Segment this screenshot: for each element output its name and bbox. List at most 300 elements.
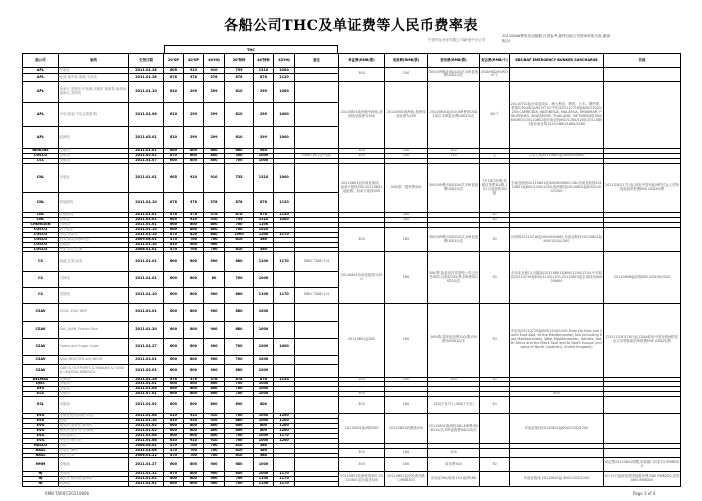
cell-thc-40hq: 910 [204, 68, 225, 74]
cell-thc-40gp: 800 [184, 482, 204, 487]
cell-ebs-surcharge: 东南亚航线 20110801起 600/1200/1200 [510, 472, 604, 487]
cell-remark [295, 321, 339, 338]
cell-thc-40hq: 378 [204, 213, 225, 218]
cell-amendment-fee: 180 [428, 377, 480, 382]
cell-thc-40gp: 299 [184, 103, 204, 127]
cell-route: 全航线 [59, 382, 129, 387]
cell-remark [295, 458, 339, 472]
cell-thc-40gp: 800 [184, 223, 204, 228]
cell-amendment-fee: 20110801欧洲线180,EIR费用USD10/次,EIR更改费USD10/次 [428, 414, 480, 443]
cell-thc-40-special: 380 [254, 448, 274, 453]
cell-thc-20gp: 600 [164, 458, 184, 472]
cell-thc-40-special: 1000 [254, 356, 274, 365]
cell-route: 全航线 [59, 458, 129, 472]
cell-effective-date: 2011.01.01 [129, 164, 164, 193]
table-row [23, 164, 681, 193]
cell-remark [295, 397, 339, 414]
cell-carrier: CS [23, 287, 59, 303]
cell-thc-45hq: 1200 [274, 438, 295, 443]
cell-telex-release-fee: 20110801欧洲线250 [385, 414, 428, 443]
cell-thc-20gp: 600 [164, 477, 184, 482]
cell-effective-date: 2011.01.10 [129, 287, 164, 303]
cell-remark [295, 126, 339, 148]
cell-thc-45hq [274, 321, 295, 338]
cell-carrier: DJSC [23, 382, 59, 387]
header-ebs-surcharge: EBS/BAF EMERGENCY BUNKER SURCHARGE [510, 54, 604, 68]
cell-carrier: COSCO [23, 242, 59, 247]
cell-seal-fee: 40 [480, 397, 510, 414]
cell-thc-20gp: 470 [164, 448, 184, 453]
cell-effective-date: 2011.01.10 [129, 419, 164, 424]
cell-thc-40hq: 800 [204, 433, 225, 438]
cell-seal-fee [480, 414, 510, 443]
cell-thc-20-special: 700 [225, 223, 254, 228]
cell-carrier: HASL [23, 453, 59, 458]
cell-telex-release-fee: 300/第二提单费300 [385, 164, 428, 213]
cell-thc-40-special: 1000 [254, 364, 274, 377]
cell-route: 沪上地区 [59, 227, 129, 232]
cell-remark [295, 303, 339, 321]
cell-seal-fee: 无 [480, 154, 510, 159]
cell-thc-40-special: 1000 [254, 414, 274, 419]
cell-thc-40gp: 800 [184, 356, 204, 365]
cell-effective-date: 2011.05.01 [129, 126, 164, 148]
cell-amendment-fee: 改单费300 [428, 458, 480, 472]
cell-thc-20gp: 600 [164, 252, 184, 271]
cell-thc-20-special: 810 [225, 453, 254, 458]
cell-remark [295, 192, 339, 212]
cell-amendment-fee: 300/票,如更改内容需船公司已经签单的,另收取200/票,EIR费用USD10/次 [428, 252, 480, 303]
cell-thc-40-special: 1000 [254, 159, 274, 164]
cell-thc-40hq: 299 [204, 81, 225, 102]
cell-other: 8月15日起收取美国线舱单费,ENS RMB200,美国AMS RMB300 [604, 472, 681, 487]
cell-thc-20gp: 870 [164, 154, 184, 159]
cell-thc-20-special: 300 [225, 154, 254, 159]
cell-thc-40-special: 1000 [254, 382, 274, 387]
cell-thc-40hq: 80 [204, 271, 225, 287]
cell-route: 台湾 [59, 443, 129, 448]
cell-thc-20gp: 610 [164, 81, 184, 102]
cell-thc-20-special: 600 [225, 424, 254, 429]
header-route: 航线 [59, 54, 129, 68]
cell-effective-date: 2011.01.08 [129, 387, 164, 392]
cell-thc-40-special: 1000 [254, 154, 274, 159]
cell-route: 欧洲线 [59, 482, 129, 487]
cell-carrier: APL [23, 81, 59, 102]
cell-remark [295, 271, 339, 287]
cell-route: 南美东,南非,东非,澳洲 [59, 429, 129, 434]
cell-thc-40hq: 900 [204, 472, 225, 477]
cell-thc-40hq: 700 [204, 443, 225, 448]
cell-thc-20gp: 605 [164, 218, 184, 223]
cell-telex-release-fee: 180 [385, 227, 428, 252]
cell-thc-20gp: 600 [164, 271, 184, 287]
cell-thc-40-special: 1000 [254, 458, 274, 472]
cell-thc-20gp: 600 [164, 397, 184, 414]
cell-thc-20-special: 700 [225, 159, 254, 164]
cell-effective-date: 2011.01.01 [129, 482, 164, 487]
cell-route: 东南亚 [59, 68, 129, 74]
cell-route: 东南亚 [59, 218, 129, 223]
cell-thc-20-special: 600 [225, 397, 254, 414]
cell-route: 中东,印巴,红海 [59, 247, 129, 252]
cell-thc-45hq [274, 356, 295, 365]
cell-route: 南美西,加勒比,墨西哥 [59, 424, 129, 429]
cell-thc-40-special: 1000 [254, 271, 274, 287]
cell-thc-40gp: 910 [184, 419, 204, 424]
cell-thc-40gp: 299 [184, 126, 204, 148]
cell-thc-40gp: 800 [184, 159, 204, 164]
cell-effective-date: 2011.01.02 [129, 424, 164, 429]
header-effective-date: 生效日期 [129, 54, 164, 68]
cell-route: 日韩线 [59, 223, 129, 228]
cell-thc-45hq: 1200 [274, 424, 295, 429]
cell-thc-45hq [274, 303, 295, 321]
cell-ebs-surcharge [510, 458, 604, 472]
cell-thc-45hq: 1170 [274, 433, 295, 438]
cell-thc-40hq: 910 [204, 438, 225, 443]
cell-thc-40hq: 800 [204, 232, 225, 237]
cell-thc-40hq: 800 [204, 154, 225, 159]
cell-thc-20gp: 470 [164, 443, 184, 448]
cell-thc-45hq: 1000 [274, 126, 295, 148]
cell-thc-45hq: 1170 [274, 252, 295, 271]
cell-route: 南美东,南美西,墨西哥 [59, 477, 129, 482]
cell-effective-date: 2011.01.20 [129, 321, 164, 338]
cell-thc-40gp: 800 [184, 424, 204, 429]
thc-group-header: THC [164, 45, 338, 53]
cell-thc-45hq: 1170 [274, 477, 295, 482]
cell-thc-40hq: 900 [204, 287, 225, 303]
cell-thc-40hq: 900 [204, 252, 225, 271]
cell-thc-40hq: 800 [204, 223, 225, 228]
cell-thc-20gp: 470 [164, 237, 184, 242]
cell-thc-40gp: 800 [184, 252, 204, 271]
cell-seal-fee: 30 [480, 377, 510, 382]
cell-route: 欧地,北美,南美 [59, 252, 129, 271]
cell-thc-45hq: 1200 [274, 414, 295, 419]
cell-route: 欧洲线 [59, 126, 129, 148]
cell-thc-40-special: 380 [254, 247, 274, 252]
cell-thc-20gp: 605 [164, 164, 184, 193]
cell-amendment-fee: 150(不足7日),300(7天后) [428, 397, 480, 414]
cell-thc-20-special: 878 [225, 377, 254, 382]
cell-seal-fee: 30 [480, 458, 510, 472]
cell-thc-20-special: 700 [225, 438, 254, 443]
cell-thc-45hq: 1120 [274, 192, 295, 212]
cell-thc-20-special: 700 [225, 392, 254, 397]
company-subtitle: 中国外运华东有限公司新是中分公司 [428, 38, 486, 42]
cell-telex-release-fee: 250 [385, 68, 428, 82]
cell-thc-40gp: 800 [184, 321, 204, 338]
cell-carrier: CHENGXIN [23, 223, 59, 228]
cell-thc-40gp: 800 [184, 397, 204, 414]
cell-thc-40-special: 1310 [254, 164, 274, 193]
rate-table [22, 53, 681, 487]
cell-thc-45hq [274, 397, 295, 414]
cell-telex-release-fee: 280 [385, 218, 428, 223]
cell-thc-40hq: 910 [204, 414, 225, 419]
cell-ebs-surcharge: 东南亚航线20110801起300/600/600,CNL东南亚航线20110801起600/1200/1200,欧洲航线20110801起600/1200/1200 [510, 164, 604, 213]
cell-thc-40hq: 378 [204, 192, 225, 212]
cell-thc-20-special: 810 [225, 443, 254, 448]
cell-thc-40-special: 1000 [254, 321, 274, 338]
cell-thc-40hq: 910 [204, 218, 225, 223]
cell-route: 非洲线 [59, 377, 129, 382]
cell-seal-fee: 7月18日收费,如需封签钳30/箱,1月1日起加收30/箱 [480, 164, 510, 213]
cell-other [604, 227, 681, 252]
cell-thc-40-special: 878 [254, 74, 274, 81]
cell-thc-20-special: 735 [225, 164, 254, 193]
cell-thc-40-special: 1000 [254, 472, 274, 477]
cell-amendment-fee: 300,EIR费用USD10/次,EIR更改费USD10/次 [428, 227, 480, 252]
cell-carrier: CSAV [23, 356, 59, 365]
table-row [23, 458, 681, 472]
cell-effective-date: 2006.01.22 [129, 453, 164, 458]
cell-carrier: BENLINE [23, 149, 59, 154]
cell-remark [295, 164, 339, 193]
cell-carrier: CSC [23, 159, 59, 164]
cell-thc-40hq: 910 [204, 419, 225, 424]
cell-thc-40-special: 960 [254, 149, 274, 154]
cell-thc-40-special: 1000 [254, 419, 274, 424]
cell-thc-40-special: 878 [254, 377, 274, 382]
cell-thc-20-special: 700 [225, 433, 254, 438]
cell-doc-fee: 300 [339, 448, 385, 458]
cell-effective-date: 2011.01.06 [129, 103, 164, 127]
cell-effective-date: 2011.01.01 [129, 252, 164, 271]
cell-thc-40hq: 800 [204, 149, 225, 154]
cell-thc-20-special: 600 [225, 429, 254, 434]
cell-effective-date: 2011.01.31 [129, 472, 164, 477]
cell-effective-date: 2011.01.08 [129, 433, 164, 438]
cell-effective-date: 2011.01.10 [129, 232, 164, 237]
cell-amendment-fee: 200 [428, 149, 480, 154]
cell-thc-20-special: 1000 [225, 232, 254, 237]
cell-thc-20gp: 870 [164, 232, 184, 237]
cell-effective-date: 2011.01.01 [129, 382, 164, 387]
cell-thc-40hq: 800 [204, 424, 225, 429]
cell-thc-40-special: 380 [254, 237, 274, 242]
cell-effective-date: 2011.01.26 [129, 68, 164, 74]
cell-carrier: EVG [23, 414, 59, 419]
cell-thc-20-special: 735 [225, 68, 254, 74]
cell-thc-40hq: 800 [204, 392, 225, 397]
cell-thc-45hq: 1170 [274, 232, 295, 237]
cell-other [604, 68, 681, 82]
cell-other: 2011年8月17日起,收取中国至欧洲的托运人货物装船前申报费ENS USD30/票 [604, 164, 681, 213]
cell-thc-40hq: 378 [204, 74, 225, 81]
cell-thc-40-special: 1000 [254, 387, 274, 392]
cell-effective-date: 2011.01.01 [129, 477, 164, 482]
cell-carrier: CS [23, 252, 59, 271]
cell-thc-40hq: 800 [204, 397, 225, 414]
cell-thc-40gp: 800 [184, 227, 204, 232]
cell-thc-40gp: 800 [184, 472, 204, 477]
cell-thc-45hq: 1000 [274, 164, 295, 193]
cell-thc-20gp: 878 [164, 192, 184, 212]
cell-thc-20-special: 660 [225, 419, 254, 424]
header-other: 其他 [604, 54, 681, 68]
cell-route: 中东/南亚(不包含波斯湾) [59, 103, 129, 127]
cell-thc-20-special: 680 [225, 303, 254, 321]
cell-carrier: HJ [23, 477, 59, 482]
cell-thc-40gp: 378 [184, 74, 204, 81]
cell-doc-fee: 300 [339, 377, 385, 382]
cell-doc-fee: 300 [339, 154, 385, 159]
cell-effective-date: 2011.01.08 [129, 414, 164, 419]
cell-route: ASIA MED/TEN and NEUR [59, 356, 129, 365]
cell-route: 其他航线 [59, 192, 129, 212]
cell-doc-fee: 300 [339, 68, 385, 82]
cell-telex-release-fee: 180 [385, 303, 428, 377]
cell-seal-fee [480, 472, 510, 487]
cell-thc-20gp: 600 [164, 392, 184, 397]
cell-thc-20gp: 600 [164, 303, 184, 321]
cell-carrier: EVG [23, 419, 59, 424]
cell-thc-40hq: 900 [204, 242, 225, 247]
cell-thc-20-special: 700 [225, 382, 254, 387]
header-seal-fee: 封志费(RMB/个) [480, 54, 510, 68]
cell-carrier: EVG [23, 438, 59, 443]
cell-effective-date: 2011.01.01 [129, 149, 164, 154]
cell-route: 全航线 [59, 149, 129, 154]
cell-doc-fee: 300 [339, 397, 385, 414]
cell-other: 自2011年8月18日起,CSAV收取中国至欧洲的托运人货物装船前申报费ENS USD25/票 [604, 303, 681, 377]
header-doc-fee: 单证费(RMB/票) [339, 54, 385, 68]
cell-thc-40gp: 800 [184, 458, 204, 472]
cell-thc-40hq: 700 [204, 448, 225, 453]
cell-carrier: COSCO [23, 232, 59, 237]
cell-thc-40gp: 800 [184, 382, 204, 387]
cell-carrier: COSCO [23, 237, 59, 242]
cell-seal-fee: 30 [480, 303, 510, 377]
cell-remark [295, 482, 339, 487]
cell-thc-40-special: 800 [254, 397, 274, 414]
cell-thc-40hq: 800 [204, 382, 225, 387]
cell-thc-45hq: 1000 [274, 218, 295, 223]
cell-thc-40hq: 910 [204, 164, 225, 193]
cell-ebs-surcharge [510, 397, 604, 414]
cell-remark [295, 364, 339, 377]
cell-carrier: COSCO [23, 227, 59, 232]
cell-effective-date: 2011.01.08 [129, 448, 164, 453]
cell-thc-40-special: 1100 [254, 223, 274, 228]
cell-thc-20-special: 700 [225, 339, 254, 356]
cell-telex-release-fee: 20110801起至欧洲各港口RMB300 [385, 472, 428, 487]
cell-thc-45hq [274, 271, 295, 287]
footer-tariff-code: RMB TARIFF20110806 [45, 491, 90, 496]
cell-telex-release-fee: 180 [385, 252, 428, 303]
cell-thc-20-special: 680 [225, 287, 254, 303]
cell-thc-40hq: 900 [204, 458, 225, 472]
cell-thc-40gp: 800 [184, 392, 204, 397]
cell-ebs-surcharge: 400 [510, 392, 604, 397]
cell-carrier: APL [23, 103, 59, 127]
cell-thc-40-special: 1100 [254, 287, 274, 303]
cell-thc-20gp: 610 [164, 438, 184, 443]
cell-thc-40gp: 378 [184, 213, 204, 218]
cell-carrier: APL [23, 126, 59, 148]
cell-effective-date: 2011.01.10 [129, 227, 164, 232]
cell-thc-20-special: 878 [225, 192, 254, 212]
cell-thc-20gp: 600 [164, 149, 184, 154]
header-thc-40-special: 40'特种 [254, 54, 274, 68]
page-title: 各船公司THC及单证费等人民币费率表 [224, 18, 478, 34]
cell-thc-40gp: 800 [184, 149, 204, 154]
header-thc-45hq: 45'HQ [274, 54, 295, 68]
cell-remark [295, 356, 339, 365]
cell-thc-40-special: 299 [254, 126, 274, 148]
cell-thc-40hq: 900 [204, 339, 225, 356]
cell-carrier: CNC [23, 213, 59, 218]
cell-effective-date: 2009.08.01 [129, 237, 164, 242]
cell-remark: EBKC TAKE:1/4 [295, 252, 339, 271]
cell-effective-date: 2011.01.02 [129, 429, 164, 434]
cell-carrier: HMM [23, 458, 59, 472]
cell-effective-date: 2011.01.02 [129, 397, 164, 414]
table-row [23, 397, 681, 414]
table-row [23, 303, 681, 321]
cell-route: 美国线 [59, 472, 129, 477]
header-remark: 备注 [295, 54, 339, 68]
cell-seal-fee: USD/HKD/EUR/30/个 [480, 68, 510, 82]
cell-thc-40hq: 378 [204, 377, 225, 382]
cell-thc-40gp: 800 [184, 154, 204, 159]
cell-other [604, 81, 681, 148]
cell-effective-date: 2011.01.26 [129, 74, 164, 81]
cell-thc-20-special: 680 [225, 321, 254, 338]
header-thc-40hq: 40'HQ [204, 54, 225, 68]
cell-thc-40-special: 1200 [254, 232, 274, 237]
cell-effective-date: 2006.01.01 [129, 247, 164, 252]
cell-thc-20gp: 600 [164, 482, 184, 487]
cell-ebs-surcharge: 中东线20110720起600/1200/1200 From Far East and South East Asia, to the Mediterranean Sea (including East Mediterranean, West Mediterranean, Adriatic, North Africa and the Black Sea) and to North Europe (inclusive of North Continent, United Kingdom) [510, 303, 604, 377]
cell-thc-20gp: 600 [164, 433, 184, 438]
header-thc-20-special: 20'特种 [225, 54, 254, 68]
cell-effective-date: 2011.01.27 [129, 339, 164, 356]
cell-thc-40hq: 900 [204, 477, 225, 482]
cell-thc-45hq: 1200 [274, 419, 295, 424]
cell-other: 20110806起收取EBS USD150/200 [604, 252, 681, 303]
cell-route: 美国线 [59, 287, 129, 303]
header-carrier: 船公司 [23, 54, 59, 68]
cell-effective-date: 2011.01.10 [129, 81, 164, 102]
cell-thc-40hq: 700 [204, 247, 225, 252]
cell-thc-20gp: 610 [164, 242, 184, 247]
cell-thc-40-special: 878 [254, 213, 274, 218]
cell-doc-fee: 20110801欧洲航线300,20110801起东南亚300 [339, 472, 385, 487]
cell-thc-45hq: 1120 [274, 213, 295, 218]
cell-thc-45hq [274, 364, 295, 377]
cell-route: 日本,韩国,澳洲转运 [59, 237, 129, 242]
cell-thc-20-special: 700 [225, 414, 254, 419]
cell-effective-date: 2011.02.01 [129, 303, 164, 321]
cell-thc-40-special: 1100 [254, 482, 274, 487]
page-number: Page 1 of 4 [633, 491, 656, 496]
cell-doc-fee: 300 [339, 458, 385, 472]
cell-seal-fee: 30 [480, 218, 510, 223]
cell-amendment-fee: 20110801起300,EIR费用USD10/次,EIR更改费USD10/次 [428, 81, 480, 148]
cell-doc-fee: 300 [339, 227, 385, 252]
cell-effective-date: 2011.01.01 [129, 223, 164, 228]
cell-thc-20-special: 700 [225, 227, 254, 232]
cell-thc-40-special: 380 [254, 443, 274, 448]
cell-other: 单证费20110801调整,如需港口封条另计RMB300 [604, 458, 681, 472]
header-telex-release-fee: 电放费(RMB/票) [385, 54, 428, 68]
cell-thc-40gp: 800 [184, 271, 204, 287]
cell-effective-date: 2011.01.10 [129, 192, 164, 212]
